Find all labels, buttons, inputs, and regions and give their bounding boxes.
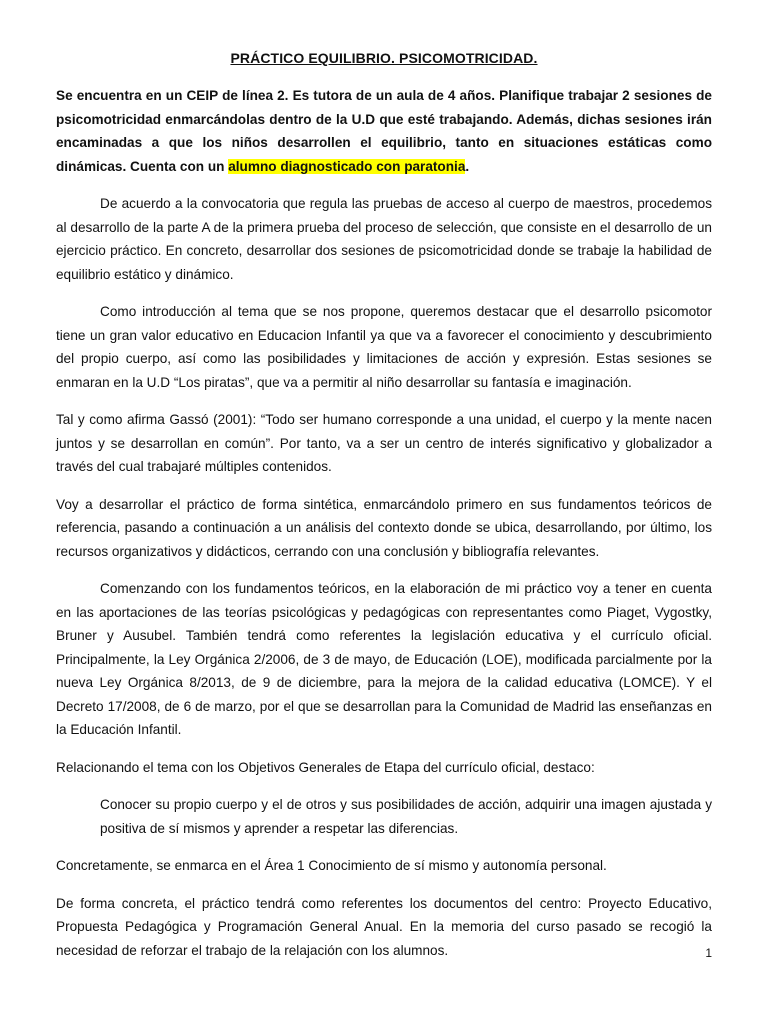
page-number: 1 [705,946,712,960]
page-title: PRÁCTICO EQUILIBRIO. PSICOMOTRICIDAD. [230,50,538,66]
paragraph-introduccion: Como introducción al tema que se nos propone, queremos destacar que el desarrollo psicomotor tiene un gran valor educativo en Educacion Infantil ya que va a favorecer el conocimiento y descubrimiento del propio cuerpo, así como las posibilidades y limitaciones de acción y expresión. Estas sesiones se enmaran en la U.D “Los piratas”, que va a permitir al niño desarrollar su fantasía e imaginación. [56,304,712,390]
intro-end: . [465,158,470,174]
paragraph-fundamentos: Comenzando con los fundamentos teóricos, en la elaboración de mi práctico voy a tener en cuenta en las aportaciones de las teorías psicológicas y pedagógicas con representantes como Piaget, Vygostky, Bruner y Ausubel. También tendrá como referentes la legislación educativa y el currículo oficial. Principalmente, la Ley Orgánica 2/2006, de 3 de mayo, de Educación (LOE), modificada parcialmente por la nueva Ley Orgánica 8/2013, de 9 de diciembre, para la mejora de la calidad educativa (LOMCE). Y el Decreto 17/2008, de 6 de marzo, por el que se desarrollan para la Comunidad de Madrid las enseñanzas en la Educación Infantil. [56,581,712,737]
intro-text: Se encuentra en un CEIP de línea 2. Es tutora de un aula de 4 años. Planifique trabajar 2 sesiones de psicomotricidad enmarcándolas dentro de la U.D que esté trabajando. Además, dichas sesiones irán encaminadas a que los niños desarrollen el equilibrio, tanto en situaciones estáticas como dinámicas. Cuenta con un [56,88,712,174]
paragraph-convocatoria: De acuerdo a la convocatoria que regula las pruebas de acceso al cuerpo de maestros, procedemos al desarrollo de la parte A de la primera prueba del proceso de selección, que consiste en el desarrollo de un ejercicio práctico. En concreto, desarrollar dos sesiones de psicomotricidad donde se trabaje la habilidad de equilibrio estático y dinámico. [56,196,712,282]
paragraph-documentos-centro: De forma concreta, el práctico tendrá como referentes los documentos del centro: Proyecto Educativo, Propuesta Pedagógica y Programación General Anual. En la memoria del curso pasado se recogió la necesidad de reforzar el trabajo de la relajación con los alumnos. [56,895,712,958]
objective-quote: Conocer su propio cuerpo y el de otros y sus posibilidades de acción, adquirir una imagen ajustada y positiva de sí mismos y aprender a respetar las diferencias. [100,797,712,836]
paragraph-desarrollo: Voy a desarrollar el práctico de forma sintética, enmarcándolo primero en sus fundamentos teóricos de referencia, pasando a continuación a un análisis del contexto donde se ubica, desarrollando, por último, los recursos organizativos y didácticos, cerrando con una conclusión y bibliografía relevantes. [56,496,712,559]
paragraph-gasso-quote: Tal y como afirma Gassó (2001): “Todo ser humano corresponde a una unidad, el cuerpo y la mente nacen juntos y se desarrollan en común”. Por tanto, va a ser un centro de interés significativo y globalizador a través del cual trabajaré múltiples contenidos. [56,412,712,474]
highlighted-text: alumno diagnosticado con paratonia [228,158,466,174]
intro-paragraph [56,84,712,178]
paragraph-area: Concretamente, se enmarca en el Área 1 Conocimiento de sí mismo y autonomía personal. [56,858,607,873]
paragraph-objetivos: Relacionando el tema con los Objetivos Generales de Etapa del currículo oficial, destaco: [56,759,595,775]
